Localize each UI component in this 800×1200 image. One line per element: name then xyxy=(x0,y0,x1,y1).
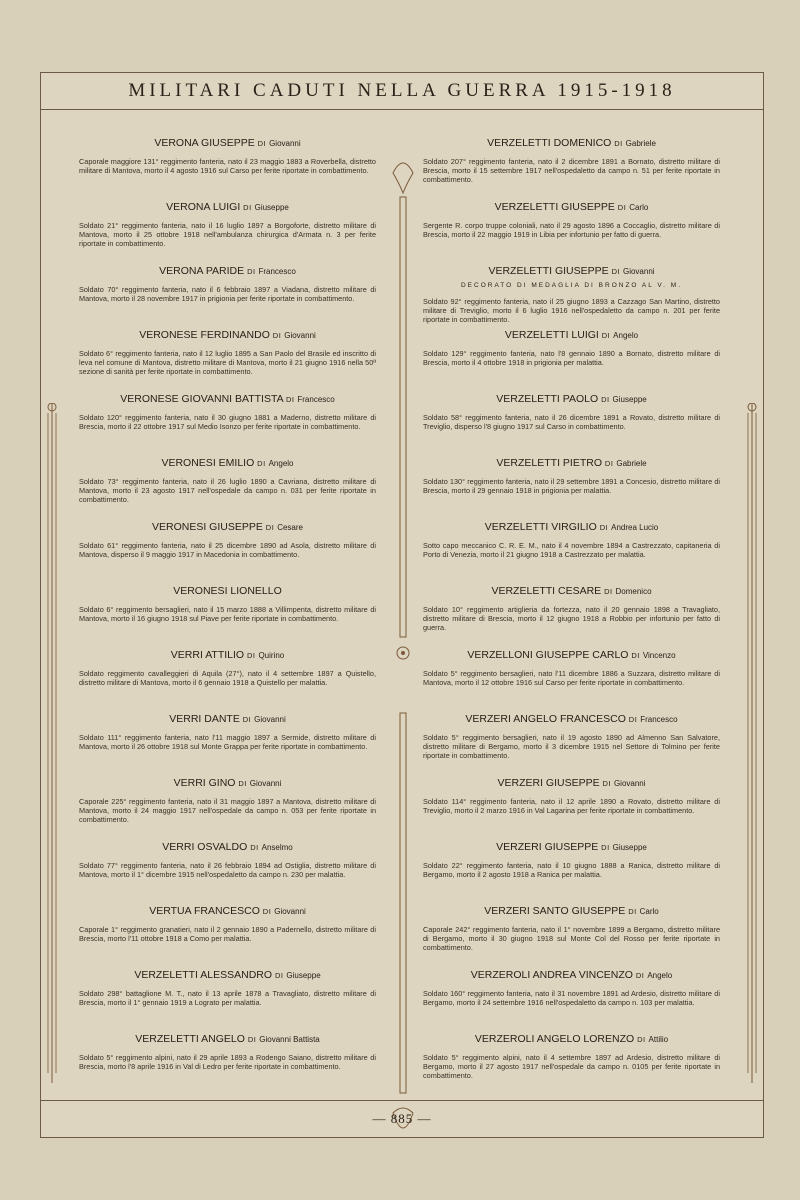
casualty-name xyxy=(75,265,380,277)
casualty-entry xyxy=(75,905,380,969)
casualty-entry xyxy=(75,713,380,777)
father-name: Giovanni xyxy=(249,779,282,788)
casualty-details: Caporale maggiore 131° reggimento fanteria, nato il 23 maggio 1883 a Roverbella, distretto militare di Mantova, morto il 4 agosto 1916 sul Carso per ferite riportate in combattimento. xyxy=(79,157,376,175)
casualty-name xyxy=(419,585,724,597)
casualty-name xyxy=(75,201,380,213)
father-name: Gabriele xyxy=(625,139,656,148)
surname: VERONA PARIDE xyxy=(159,265,245,277)
casualty-entry xyxy=(75,777,380,841)
casualty-name xyxy=(75,457,380,469)
casualty-name xyxy=(75,841,380,853)
casualty-name xyxy=(419,393,724,405)
di-particle: DI xyxy=(617,203,627,212)
casualty-details: Soldato 120° reggimento fanteria, nato il 30 giugno 1881 a Maderno, distretto militare di Brescia, morto il 22 ottobre 1917 sul Medio Isonzo per ferite riportate in combattimento. xyxy=(79,413,376,431)
di-particle: DI xyxy=(238,779,247,788)
surname: VERZERI SANTO GIUSEPPE xyxy=(484,905,626,917)
di-particle: DI xyxy=(637,1035,646,1044)
casualty-details: Soldato 73° reggimento fanteria, nato il 26 luglio 1890 a Cavriana, distretto militare di Mantova, morto il 23 agosto 1917 nell'ospedale da campo n. 031 per ferite riportate in combattimento. xyxy=(79,477,376,504)
surname: VERZELETTI LUIGI xyxy=(504,329,599,341)
casualty-entry xyxy=(419,969,724,1033)
surname: VERONA LUIGI xyxy=(166,201,241,213)
casualty-entry xyxy=(419,905,724,969)
casualty-details: Soldato 5° reggimento bersaglieri, nato l'11 dicembre 1886 a Suzzara, distretto militare di Mantova, morto il 12 ottobre 1916 sul Carso per ferite riportate in combattimento. xyxy=(423,669,720,687)
casualty-entry xyxy=(419,201,724,265)
casualty-entry xyxy=(75,265,380,329)
surname: VERZELETTI CESARE xyxy=(491,585,602,597)
casualty-entry xyxy=(75,393,380,457)
di-particle: DI xyxy=(604,459,614,468)
di-particle: DI xyxy=(257,139,267,148)
father-name: Attilio xyxy=(648,1035,669,1044)
casualty-entry xyxy=(75,841,380,905)
casualty-name xyxy=(419,201,724,213)
surname: VERONESI LIONELLO xyxy=(173,585,282,597)
casualty-name xyxy=(75,713,380,725)
father-name: Francesco xyxy=(297,395,335,404)
father-name: Domenico xyxy=(615,587,652,596)
father-name: Angelo xyxy=(268,459,294,468)
di-particle: DI xyxy=(604,587,613,596)
casualty-name xyxy=(419,265,724,277)
casualty-entry xyxy=(75,457,380,521)
casualty-details: Soldato 6° reggimento fanteria, nato il 12 luglio 1895 a San Paolo del Brasile ed inscritto di leva nel comune di Mantova, distretto militare di Mantova, morto il 21 giugno 1916 nella 50ª sezione di sanità per ferite riportate in combattimento. xyxy=(79,349,376,376)
casualty-entry xyxy=(419,649,724,713)
casualty-details: Sergente R. corpo truppe coloniali, nato il 29 agosto 1896 a Coccaglio, distretto militare di Brescia, morto il 22 maggio 1919 in Libia per infortunio per fatto di guerra. xyxy=(423,221,720,239)
casualty-name xyxy=(75,969,380,981)
casualty-details: Soldato 70° reggimento fanteria, nato il 6 febbraio 1897 a Viadana, distretto militare di Mantova, morto il 28 novembre 1917 in prigionia per ferite riportate in combattimento. xyxy=(79,285,376,303)
surname: VERZERI GIUSEPPE xyxy=(497,777,600,789)
casualty-details: Soldato 5° reggimento alpini, nato il 29 aprile 1893 a Rodengo Saiano, distretto militare di Brescia, morto l'8 aprile 1916 in Val di Ledro per ferite riportate in combattimento. xyxy=(79,1053,376,1071)
casualty-entry xyxy=(75,1033,380,1097)
di-particle: DI xyxy=(628,907,637,916)
surname: VERZELETTI PAOLO xyxy=(496,393,599,405)
father-name: Giovanni xyxy=(274,907,306,916)
di-particle: DI xyxy=(272,331,282,340)
surname: VERZERI ANGELO FRANCESCO xyxy=(465,713,626,725)
di-particle: DI xyxy=(631,651,640,660)
father-name: Giuseppe xyxy=(612,843,647,852)
casualty-entry xyxy=(419,393,724,457)
casualty-entry xyxy=(419,841,724,905)
surname: VERZELETTI GIUSEPPE xyxy=(494,201,615,213)
father-name: Gabriele xyxy=(616,459,647,468)
surname: VERONESI GIUSEPPE xyxy=(151,521,263,533)
di-particle: DI xyxy=(247,1035,257,1044)
casualty-entry xyxy=(419,329,724,393)
father-name: Giovanni xyxy=(613,779,646,788)
surname: VERZELETTI ANGELO xyxy=(135,1033,245,1045)
father-name: Francesco xyxy=(258,267,296,276)
casualty-entry xyxy=(75,137,380,201)
father-name: Giovanni xyxy=(622,267,655,276)
di-particle: DI xyxy=(635,971,645,980)
surname: VERZERI GIUSEPPE xyxy=(496,841,599,853)
casualty-name xyxy=(419,969,724,981)
di-particle: DI xyxy=(614,139,623,148)
casualty-entry xyxy=(419,777,724,841)
casualty-name xyxy=(419,777,724,789)
di-particle: DI xyxy=(265,523,275,532)
father-name: Giuseppe xyxy=(286,971,321,980)
casualty-name xyxy=(75,521,380,533)
surname: VERONESE FERDINANDO xyxy=(139,329,270,341)
casualty-entry xyxy=(419,457,724,521)
casualty-entry xyxy=(75,585,380,649)
casualty-name xyxy=(419,521,724,533)
casualty-details: Soldato 160° reggimento fanteria, nato il 31 novembre 1891 ad Ardesio, distretto militare di Bergamo, morto il 24 settembre 1916 nell'ospedaletto da campo n. 103 per malattia. xyxy=(423,989,720,1007)
casualty-details: Soldato 111° reggimento fanteria, nato l'11 maggio 1897 a Sermide, distretto militare di Mantova, morto il 26 ottobre 1918 sul Monte Grappa per ferite riportate in combattimento. xyxy=(79,733,376,751)
casualty-details: Sotto capo meccanico C. R. E. M., nato il 4 novembre 1894 a Castrezzato, capitaneria di Porto di Venezia, morto il 21 giugno 1918 a Castrezzato per malattia. xyxy=(423,541,720,559)
di-particle: DI xyxy=(243,203,252,212)
casualty-name xyxy=(419,713,724,725)
casualty-name xyxy=(75,777,380,789)
di-particle: DI xyxy=(274,971,284,980)
casualty-entry xyxy=(419,265,724,329)
page-header xyxy=(41,73,763,110)
father-name: Giuseppe xyxy=(612,395,647,404)
casualty-name xyxy=(75,905,380,917)
casualty-details: Soldato 130° reggimento fanteria, nato il 29 settembre 1891 a Concesio, distretto militare di Brescia, morto il 29 gennaio 1918 in prigionia per malattia. xyxy=(423,477,720,495)
casualty-name xyxy=(419,137,724,149)
di-particle: DI xyxy=(601,331,611,340)
father-name: Carlo xyxy=(639,907,659,916)
father-name: Vincenzo xyxy=(642,651,676,660)
page-footer xyxy=(41,1100,763,1137)
torch-ornament xyxy=(391,153,415,1143)
casualty-entry xyxy=(75,201,380,265)
left-column xyxy=(75,137,380,1097)
di-particle: DI xyxy=(247,651,256,660)
father-name: Giuseppe xyxy=(254,203,289,212)
surname: VERZELLONI GIUSEPPE CARLO xyxy=(467,649,629,661)
casualty-details: Soldato 10° reggimento artiglieria da fortezza, nato il 20 gennaio 1898 a Travagliato, distretto militare di Brescia, morto il 12 giugno 1918 a Robbio per infortunio per fatto di guerra. xyxy=(423,605,720,632)
casualty-entry xyxy=(75,649,380,713)
father-name: Giovanni xyxy=(269,139,301,148)
father-name: Giovanni Battista xyxy=(259,1035,320,1044)
casualty-name xyxy=(75,1033,380,1045)
decoration-note: DECORATO DI MEDAGLIA DI BRONZO AL V. M. xyxy=(460,282,683,289)
casualty-details: Soldato 77° reggimento fanteria, nato il 26 febbraio 1894 ad Ostiglia, distretto militare di Mantova, morto il 1° dicembre 1915 nell'ospedaletto da campo n. 230 per malattia. xyxy=(79,861,376,879)
father-name: Angelo xyxy=(647,971,673,980)
surname: VERONESI EMILIO xyxy=(161,457,255,469)
di-particle: DI xyxy=(602,779,612,788)
father-name: Angelo xyxy=(613,331,639,340)
columns xyxy=(41,113,763,1097)
page-frame xyxy=(40,72,764,1138)
father-name: Quirino xyxy=(258,651,285,660)
casualty-details: Soldato 61° reggimento fanteria, nato il 25 dicembre 1890 ad Asola, distretto militare di Mantova, disperso il 9 maggio 1917 in Macedonia in combattimento. xyxy=(79,541,376,559)
casualty-entry xyxy=(419,713,724,777)
di-particle: DI xyxy=(262,907,272,916)
father-name: Anselmo xyxy=(261,843,293,852)
surname: VERZELETTI DOMENICO xyxy=(487,137,612,149)
casualty-entry xyxy=(419,1033,724,1097)
surname: VERZELETTI PIETRO xyxy=(496,457,602,469)
surname: VERZELETTI ALESSANDRO xyxy=(134,969,273,981)
casualty-details: Soldato 22° reggimento fanteria, nato il 10 giugno 1888 a Ranica, distretto militare di Bergamo, morto il 2 agosto 1918 a Ranica per malattia. xyxy=(423,861,720,879)
father-name: Giovanni xyxy=(284,331,316,340)
casualty-name xyxy=(75,137,380,149)
casualty-name xyxy=(75,329,380,341)
casualty-entry xyxy=(419,585,724,649)
surname: VERZELETTI GIUSEPPE xyxy=(488,265,609,277)
di-particle: DI xyxy=(599,523,609,532)
casualty-details: Soldato 58° reggimento fanteria, nato il 26 dicembre 1891 a Rovato, distretto militare di Treviglio, disperso l'8 giugno 1917 sul Carso in combattimento. xyxy=(423,413,720,431)
casualty-name xyxy=(419,1033,724,1045)
casualty-name xyxy=(419,329,724,341)
casualty-details: Soldato 298° battaglione M. T., nato il 13 aprile 1878 a Travagliato, distretto militare di Brescia, morto il 1° gennaio 1919 a Lograto per malattia. xyxy=(79,989,376,1007)
casualty-details: Soldato 5° reggimento alpini, nato il 4 settembre 1897 ad Ardesio, distretto militare di Bergamo, morto il 27 agosto 1917 nell'ospedale da campo n. 0105 per ferite riportate in combattimento. xyxy=(423,1053,720,1080)
surname: VERRI OSVALDO xyxy=(162,841,248,853)
casualty-details: Soldato 21° reggimento fanteria, nato il 16 luglio 1897 a Borgoforte, distretto militare di Mantova, morto il 25 ottobre 1918 nell'ambulanza chirurgica d'Armata n. 3 per ferite riportate in combattimento. xyxy=(79,221,376,248)
right-column xyxy=(419,137,724,1097)
casualty-entry xyxy=(419,521,724,585)
surname: VERZEROLI ANGELO LORENZO xyxy=(474,1033,635,1045)
surname: VERRI GINO xyxy=(173,777,236,789)
casualty-name xyxy=(419,649,724,661)
casualty-details: Soldato reggimento cavalleggieri di Aquila (27°), nato il 4 settembre 1897 a Quistello, distretto militare di Mantova, morto il 6 gennaio 1918 a Quistello per malattia. xyxy=(79,669,376,687)
surname: VERZELETTI VIRGILIO xyxy=(484,521,597,533)
casualty-entry xyxy=(75,969,380,1033)
di-particle: DI xyxy=(611,267,621,276)
di-particle: DI xyxy=(257,459,266,468)
casualty-entry xyxy=(75,521,380,585)
page-title: MILITARI CADUTI NELLA GUERRA 1915-1918 xyxy=(128,80,676,101)
casualty-entry xyxy=(75,329,380,393)
surname: VERRI ATTILIO xyxy=(170,649,245,661)
right-pole-ornament xyxy=(743,403,761,1083)
left-pole-ornament xyxy=(43,403,61,1083)
surname: VERZEROLI ANDREA VINCENZO xyxy=(470,969,633,981)
casualty-name xyxy=(419,841,724,853)
surname: VERONA GIUSEPPE xyxy=(154,137,255,149)
di-particle: DI xyxy=(601,843,610,852)
casualty-details: Soldato 129° reggimento fanteria, nato l'8 gennaio 1890 a Bornato, distretto militare di Brescia, morto il 4 ottobre 1918 in prigionia per malattia. xyxy=(423,349,720,367)
di-particle: DI xyxy=(285,395,295,404)
di-particle: DI xyxy=(250,843,259,852)
di-particle: DI xyxy=(601,395,610,404)
surname: VERONESE GIOVANNI BATTISTA xyxy=(120,393,284,405)
casualty-details: Soldato 5° reggimento bersaglieri, nato il 19 agosto 1890 ad Almenno San Salvatore, distretto militare di Bergamo, morto il 3 dicembre 1915 nel Settore di Tolmino per ferite riportate in combattimento. xyxy=(423,733,720,760)
casualty-name xyxy=(75,649,380,661)
father-name: Carlo xyxy=(629,203,649,212)
casualty-details: Soldato 92° reggimento fanteria, nato il 25 giugno 1893 a Cazzago San Martino, distretto militare di Treviglio, morto il 6 luglio 1916 nell'ospedaletto da campo n. 201 per ferite riportate in combattimento. xyxy=(423,297,720,324)
surname: VERRI DANTE xyxy=(169,713,240,725)
father-name: Francesco xyxy=(640,715,678,724)
casualty-details: Caporale 1° reggimento granatieri, nato il 2 gennaio 1890 a Padernello, distretto militare di Brescia, morto l'11 ottobre 1918 a Como per malattia. xyxy=(79,925,376,943)
casualty-entry xyxy=(419,137,724,201)
casualty-name xyxy=(75,585,380,597)
casualty-name xyxy=(419,457,724,469)
father-name: Andrea Lucio xyxy=(611,523,659,532)
casualty-details: Soldato 114° reggimento fanteria, nato il 12 aprile 1890 a Rovato, distretto militare di Treviglio, morto il 2 marzo 1916 in Val Lagarina per ferite riportate in combattimento. xyxy=(423,797,720,815)
father-name: Giovanni xyxy=(254,715,286,724)
casualty-details: Soldato 6° reggimento bersaglieri, nato il 15 marzo 1888 a Villimpenta, distretto militare di Mantova, morto il 16 giugno 1918 sul Piave per ferite riportate in combattimento. xyxy=(79,605,376,623)
di-particle: DI xyxy=(242,715,252,724)
casualty-details: Caporale 225° reggimento fanteria, nato il 31 maggio 1897 a Mantova, distretto militare di Mantova, morto il 24 maggio 1917 nell'ospedale da campo n. 053 per ferite riportate in combattimento. xyxy=(79,797,376,824)
casualty-details: Soldato 207° reggimento fanteria, nato il 2 dicembre 1891 a Bornato, distretto militare di Brescia, morto il 15 settembre 1917 nell'ospedaletto da campo n. 51 per ferite riportate in combattimento. xyxy=(423,157,720,184)
father-name: Cesare xyxy=(277,523,303,532)
surname: VERTUA FRANCESCO xyxy=(149,905,260,917)
page-number: — 885 — xyxy=(372,1111,432,1126)
casualty-details: Caporale 242° reggimento fanteria, nato il 1° novembre 1899 a Bergamo, distretto militare di Bergamo, morto il 30 giugno 1918 sul Monte Col del Rosso per ferite riportate in combattimento. xyxy=(423,925,720,952)
casualty-name xyxy=(75,393,380,405)
casualty-name xyxy=(419,905,724,917)
di-particle: DI xyxy=(628,715,638,724)
di-particle: DI xyxy=(247,267,256,276)
